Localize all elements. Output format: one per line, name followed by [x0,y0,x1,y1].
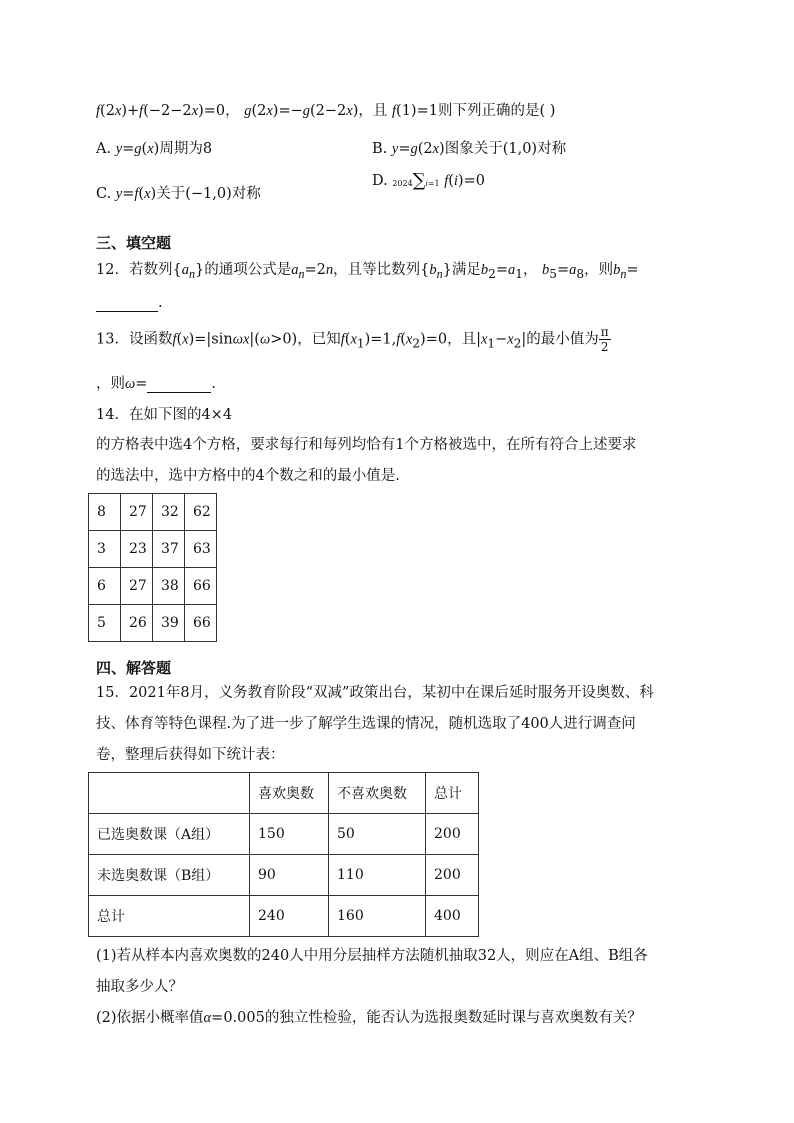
table-row [89,855,479,896]
grid-cell: 8 [89,494,121,531]
grid-cell: 39 [153,605,185,642]
q11-question-text: 则下列正确的是( ) [437,103,556,119]
q11-option-b: B. y=g(2x)图象关于(1,0)对称 [372,141,567,157]
grid-cell: 26 [121,605,153,642]
grid-cell: 27 [121,494,153,531]
table-cell: 160 [329,896,426,937]
table-cell: 200 [426,814,479,855]
q14-line1: 14．在如下图的4×4 [96,407,233,423]
table-cell: 400 [426,896,479,937]
grid-row [89,531,217,568]
q15-line1: 15．2021年8月，义务教育阶段“双减”政策出台，某初中在课后延时服务开设奥数、科 [96,685,654,701]
table-header-cell: 喜欢奥数 [250,773,329,814]
grid-cell: 63 [185,531,217,568]
grid-cell: 66 [185,605,217,642]
q15-part1-line1: (1)若从样本内喜欢奥数的240人中用分层抽样方法随机抽取32人，则应在A组、B组各 [96,948,648,964]
grid-row [89,568,217,605]
table-cell: 200 [426,855,479,896]
table-cell: 110 [329,855,426,896]
q13-answer: ，则ω= . [96,376,217,392]
table-header-cell [89,773,250,814]
q11-option-c: C. y=f(x)关于(−1,0)对称 [96,186,261,202]
table-cell: 50 [329,814,426,855]
grid-cell: 5 [89,605,121,642]
q15-part2: (2)依据小概率值α=0.005的独立性检验，能否认为选报奥数延时课与喜欢奥数有关？ [96,1010,642,1026]
section-answer-title: 四、解答题 [96,659,172,677]
grid-cell: 62 [185,494,217,531]
q13-text: 13．设函数f(x)=|sinωx|(ω>0)，已知$f(x_1)=1,f(x_2)=0$，且$|x_1-x_2|$的最小值为 $\frac{\pi}{2}$ [96,325,609,354]
q15-statistics-table [88,772,479,937]
grid-cell: 23 [121,531,153,568]
grid-cell: 32 [153,494,185,531]
table-cell: 已选奥数课（A组） [89,814,250,855]
q14-line3: 的选法中，选中方格中的4个数之和的最小值是. [96,468,400,484]
table-row [89,896,479,937]
grid-cell: 6 [89,568,121,605]
grid-row [89,605,217,642]
q11-conditions: f(2x)+f(−2−2x)=0， g(2x)=−g(2−2x)，且 f(1)=1则下列正确的是( ) [96,103,556,119]
grid-cell: 3 [89,531,121,568]
table-cell: 未选奥数课（B组） [89,855,250,896]
q11-option-d: D. 2024∑i=1 f(i)=0 [372,170,485,191]
table-cell: 总计 [89,896,250,937]
table-header-cell: 不喜欢奥数 [329,773,426,814]
grid-cell: 66 [185,568,217,605]
q15-part1-line2: 抽取多少人？ [96,979,183,995]
table-header-row [89,773,479,814]
table-cell: 150 [250,814,329,855]
table-cell: 90 [250,855,329,896]
grid-cell: 38 [153,568,185,605]
q14-number-grid [88,493,217,642]
q15-line2: 技、体育等特色课程.为了进一步了解学生选课的情况，随机选取了400人进行调查问 [96,716,636,732]
q11-option-a: A. y=g(x)周期为8 [96,141,213,157]
summation-symbol: 2024∑i=1 [392,170,440,191]
grid-cell: 27 [121,568,153,605]
section-fill-in-title: 三、填空题 [96,234,172,252]
q14-line2: 的方格表中选4个方格，要求每行和每列均恰有1个方格被选中，在所有符合上述要求 [96,437,637,453]
table-row [89,814,479,855]
q12-text: 12．若数列$\{a_n\}$的通项公式是$a_n=2n$，且等比数列$\{b_n\}$满足$b_2=a_1$， $b_5=a_8$，则$b_n=$ [96,262,639,281]
pi-over-two: $\frac{\pi}{2}$ [600,325,609,354]
grid-cell: 37 [153,531,185,568]
table-cell: 240 [250,896,329,937]
q15-line3: 卷，整理后获得如下统计表： [96,747,285,763]
table-header-cell: 总计 [426,773,479,814]
grid-row [89,494,217,531]
q12-answer-blank: . [96,295,163,312]
